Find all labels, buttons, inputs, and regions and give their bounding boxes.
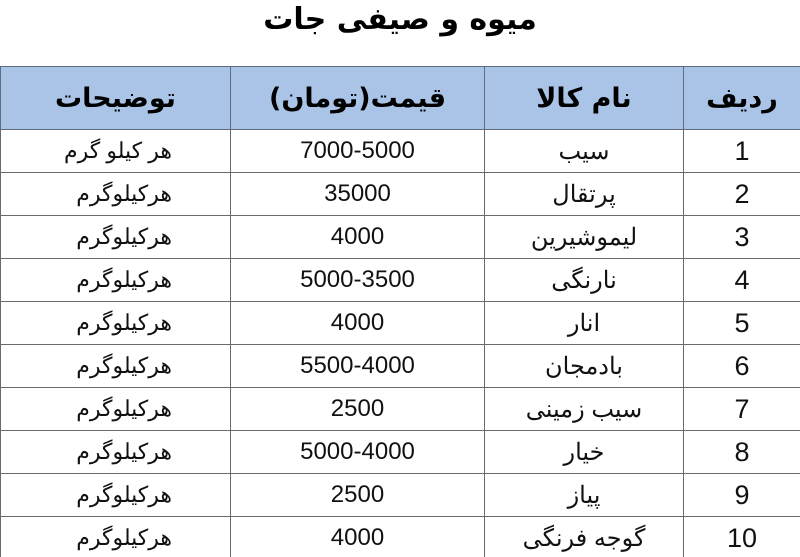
table-row	[1, 474, 800, 517]
table-row	[1, 173, 800, 216]
row-number-cell: 8	[684, 431, 800, 474]
header-row-number: ردیف	[684, 67, 800, 130]
table-row	[1, 388, 800, 431]
table-row	[1, 216, 800, 259]
item-name-cell: پیاز	[485, 474, 684, 517]
price-cell: 2500	[231, 474, 485, 517]
row-number-cell: 10	[684, 517, 800, 557]
row-number-cell: 5	[684, 302, 800, 345]
row-number-cell: 4	[684, 259, 800, 302]
row-number-cell: 6	[684, 345, 800, 388]
description-cell: هرکیلوگرم	[1, 388, 231, 431]
page-title: میوه و صیفی جات	[263, 2, 537, 37]
row-number-cell: 2	[684, 173, 800, 216]
price-cell: 4000	[231, 517, 485, 557]
table-header-row	[1, 67, 800, 130]
price-cell: 5500-4000	[231, 345, 485, 388]
price-cell: 4000	[231, 302, 485, 345]
row-number-cell: 1	[684, 130, 800, 173]
price-cell: 5000-3500	[231, 259, 485, 302]
description-cell: هر کیلو گرم	[1, 130, 231, 173]
price-table	[0, 66, 800, 557]
price-cell: 35000	[231, 173, 485, 216]
description-cell: هرکیلوگرم	[1, 259, 231, 302]
table-row	[1, 302, 800, 345]
price-cell: 5000-4000	[231, 431, 485, 474]
item-name-cell: گوجه فرنگی	[485, 517, 684, 557]
item-name-cell: پرتقال	[485, 173, 684, 216]
header-price: قیمت(تومان)	[231, 67, 485, 130]
row-number-cell: 7	[684, 388, 800, 431]
description-cell: هرکیلوگرم	[1, 517, 231, 557]
table-row	[1, 431, 800, 474]
description-cell: هرکیلوگرم	[1, 431, 231, 474]
description-cell: هرکیلوگرم	[1, 474, 231, 517]
item-name-cell: لیموشیرین	[485, 216, 684, 259]
row-number-cell: 3	[684, 216, 800, 259]
price-cell: 7000-5000	[231, 130, 485, 173]
table-row	[1, 130, 800, 173]
description-cell: هرکیلوگرم	[1, 216, 231, 259]
table-row	[1, 259, 800, 302]
price-cell: 2500	[231, 388, 485, 431]
item-name-cell: سیب	[485, 130, 684, 173]
row-number-cell: 9	[684, 474, 800, 517]
item-name-cell: بادمجان	[485, 345, 684, 388]
description-cell: هرکیلوگرم	[1, 173, 231, 216]
description-cell: هرکیلوگرم	[1, 302, 231, 345]
price-cell: 4000	[231, 216, 485, 259]
item-name-cell: سیب زمینی	[485, 388, 684, 431]
header-description: توضیحات	[1, 67, 231, 130]
item-name-cell: خیار	[485, 431, 684, 474]
table-row	[1, 517, 800, 557]
item-name-cell: نارنگی	[485, 259, 684, 302]
description-cell: هرکیلوگرم	[1, 345, 231, 388]
item-name-cell: انار	[485, 302, 684, 345]
header-item-name: نام کالا	[485, 67, 684, 130]
table-row	[1, 345, 800, 388]
